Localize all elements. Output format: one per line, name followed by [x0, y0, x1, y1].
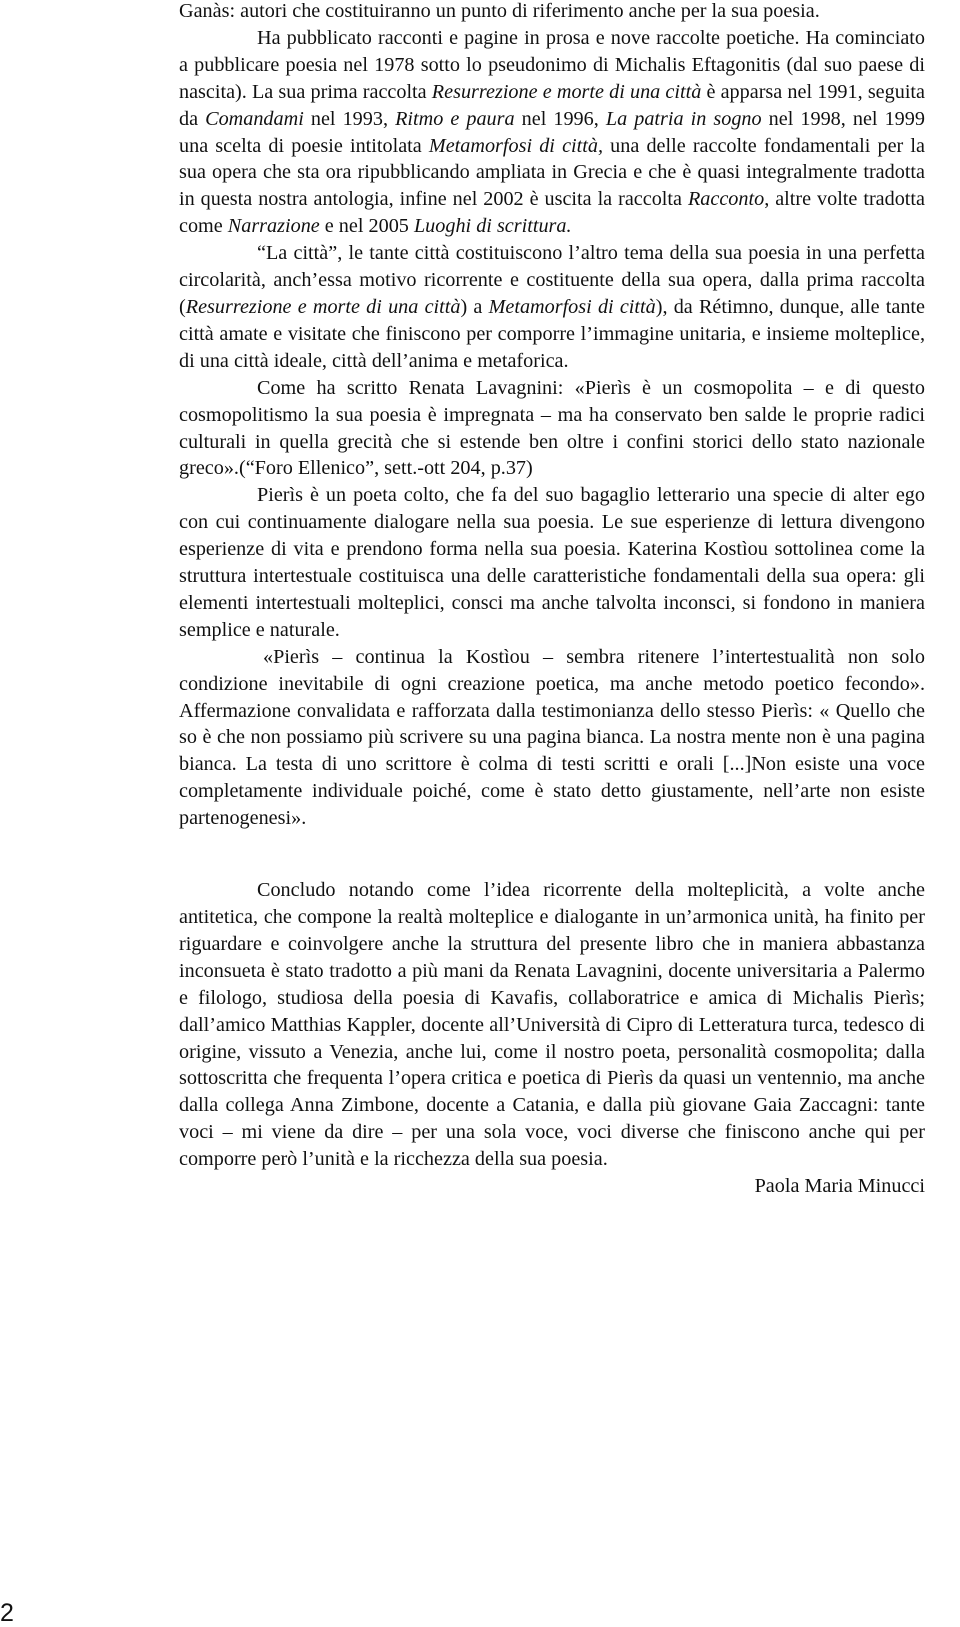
paragraph-5 [179, 482, 925, 643]
text-run: ), da Rétimno, dunque, alle tante città amate e visitate che finiscono per comporre l’immagine unitaria, e insieme molteplice, di una città ideale, città dell’anima e metaforica. [179, 295, 926, 372]
book-title: Narrazione [227, 215, 320, 238]
paragraph-6 [179, 644, 925, 832]
paragraph-7 [179, 877, 925, 1173]
text-run: , altre volte tradotta come [179, 188, 925, 238]
text-run: «Pierìs – continua la Kostìou – sembra ritenere l’intertestualità non solo condizione inevitabile di ogni creazione poetica, ma anche metodo poetico fecondo». Affermazione convalidata e rafforzata dalla testimonianza dello stesso Pierìs: « Quello che so è che non possiamo più scrivere su una pagina bianca. La nostra mente non è una pagina bianca. La testa di uno scrittore è colma di testi scritti e orali [...]Non esiste una voce completamente individuale poiché, come è stato detto giustamente, nell’arte non esiste partenogenesi». [179, 645, 925, 830]
page-number: 2 [0, 1599, 14, 1627]
text-run: nel 1996, [514, 107, 606, 130]
text-run: nel 1998, nel 1999 una scelta di poesie intitolata [179, 107, 925, 157]
paragraph-2 [179, 25, 925, 240]
paragraph-gap [179, 832, 925, 877]
text-run: una delle raccolte fondamentali per la sua opera che sta ora ripubblicando ampliata in Grecia e che è quasi integralmente tradotta in questa nostra antologia, infine nel 2002 è uscita la raccolta [179, 134, 926, 211]
paragraph-1 [179, 0, 925, 25]
body-text [179, 0, 925, 1200]
text-run: nel 1993, [303, 107, 396, 130]
text-run: è apparsa nel 1991, seguita da [179, 80, 925, 130]
paragraph-4 [179, 375, 925, 483]
text-run: Come ha scritto Renata Lavagnini: «Pierìs è un cosmopolita – e di questo cosmopolitismo la sua poesia è impregnata – ma ha conservato ben salde le proprie radici culturali in quella grecità che si estende ben oltre i confini storici dello stato nazionale greco».(“Foro Ellenico”, sett.-ott 204, p.37) [179, 376, 925, 480]
text-run: Ganàs: autori che costituiranno un punto di riferimento anche per la sua poesia. [179, 0, 820, 22]
text-run: ) a [460, 295, 489, 318]
signature: Paola Maria Minucci [754, 1175, 925, 1198]
text-run: Pierìs è un poeta colto, che fa del suo bagaglio letterario una specie di alter ego con cui continuamente dialogare nella sua poesia. Le sue esperienze di lettura divengono esperienze di vita e prendono forma nella sua poesia. Katerina Kostìou sottolinea come la struttura intertestuale costituisca una delle caratteristiche fondamentali della sua opera: gli elementi intertestuali molteplici, consci ma anche talvolta inconsci, si fondono in maniera semplice e naturale. [179, 484, 925, 641]
text-run: e nel 2005 [319, 215, 414, 238]
book-title: Metamorfosi di città [488, 295, 656, 318]
book-title: Resurrezione e morte di una città [431, 80, 702, 103]
book-title: Resurrezione e morte di una città [185, 295, 461, 318]
book-title: Metamorfosi di città, [428, 134, 603, 157]
book-title: Ritmo e paura [395, 107, 515, 130]
book-title: Comandami [205, 107, 304, 130]
text-run: Concludo notando come l’idea ricorrente della molteplicità, a volte anche antitetica, che compone la realtà molteplice e dialogante in un’armonica unità, ha finito per riguardare e coinvolgere anche la struttura del presente libro che in maniera abbastanza inconsueta è stato tradotto a più mani da Renata Lavagnini, docente universitaria a Palermo e filologo, studiosa della poesia di Kavafis, collaboratrice e amica di Michalis Pierìs; dall’amico Matthias Kappler, docente all’Università di Cipro di Letteratura turca, tedesco di origine, vissuto a Venezia, anche lui, come il nostro poeta, personalità cosmopolita; dalla sottoscritta che frequenta l’opera critica e poetica di Pierìs da quasi un ventennio, ma anche dalla collega Anna Zimbone, docente a Catania, e dalla più giovane Gaia Zaccagni: tante voci – mi viene da dire – per una sola voce, voci diverse che finiscono anche qui per comporre però l’unità e la ricchezza della sua poesia. [179, 879, 925, 1171]
paragraph-3 [179, 240, 925, 375]
book-title: Racconto [687, 188, 765, 211]
book-title: Luoghi di scrittura. [413, 215, 572, 238]
book-title: La patria in sogno [605, 107, 762, 130]
text-run: Ha pubblicato racconti e pagine in prosa e nove raccolte poetiche. Ha cominciato a pubblicare poesia nel 1978 sotto lo pseudonimo di Michalis Eftagonitis (dal suo paese di nascita). La sua prima raccolta [179, 26, 925, 103]
text-run: “La città”, le tante città costituiscono l’altro tema della sua poesia in una perfetta circolarità, anch’essa motivo ricorrente e costituente della sua opera, dalla prima raccolta ( [179, 242, 925, 318]
